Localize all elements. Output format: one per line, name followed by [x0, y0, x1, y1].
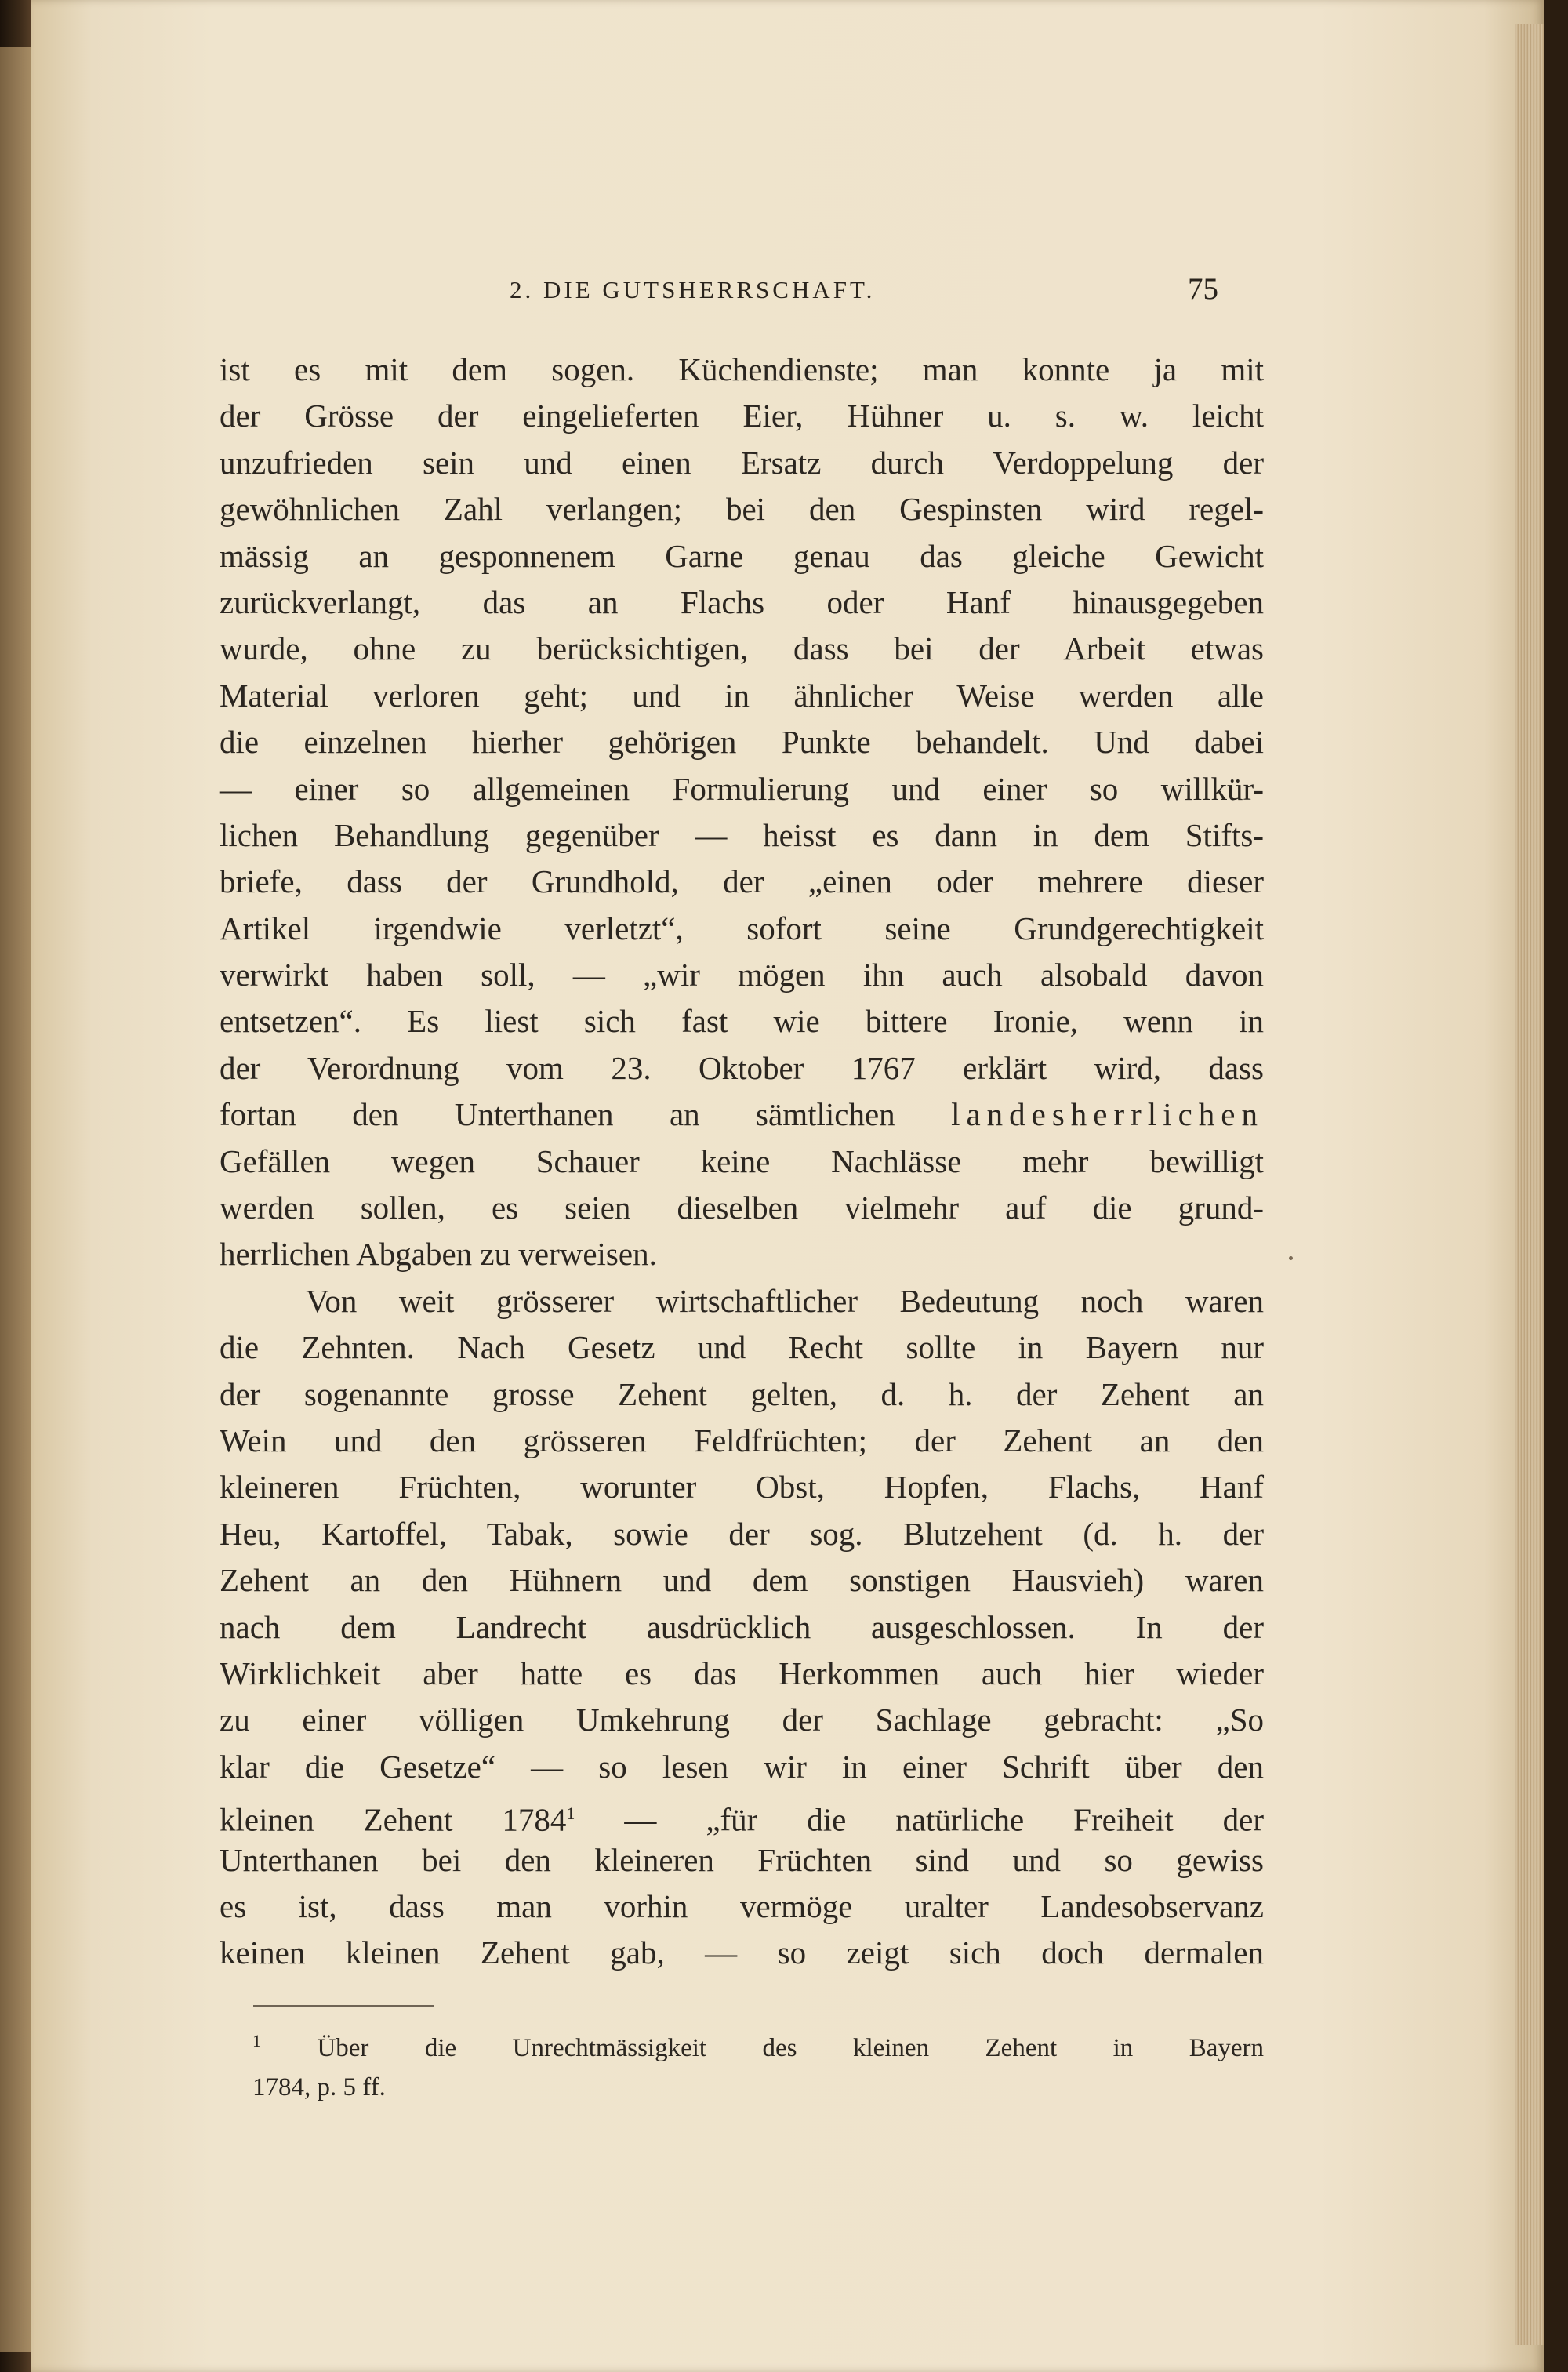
text-line: kleineren Früchten, worunter Obst, Hopfen, Flachs, Hanf	[220, 1469, 1264, 1506]
text-segment: fortan den Unterthanen an sämtlichen	[220, 1096, 895, 1133]
page-edges	[1515, 24, 1544, 2345]
paragraph-1	[220, 347, 1264, 1278]
text-line: klar die Gesetze“ — so lesen wir in einer Schrift über den	[220, 1748, 1264, 1785]
text-segment: kleinen Zehent 1784	[220, 1801, 567, 1838]
footnote-line	[252, 2021, 1264, 2068]
text-line: ist es mit dem sogen. Küchendienste; man konnte ja mit	[220, 351, 1264, 387]
text-line: Artikel irgendwie verletzt“, sofort seine Grundgerechtigkeit	[220, 910, 1264, 946]
book-page	[31, 0, 1544, 2372]
text-line: es ist, dass man vorhin vermöge uralter Landesobservanz	[220, 1887, 1264, 1924]
text-line: Zehent an den Hühnern und dem sonstigen Hausvieh) waren	[220, 1562, 1264, 1599]
footnote-line: 1784, p. 5 ff.	[252, 2073, 386, 2101]
text-line: herrlichen Abgaben zu verweisen.	[220, 1236, 657, 1273]
text-line: Gefällen wegen Schauer keine Nachlässe mehr bewilligt	[220, 1142, 1264, 1179]
text-line: Von weit grösserer wirtschaftlicher Bedeutung noch waren	[306, 1282, 1264, 1319]
text-line: gewöhnlichen Zahl verlangen; bei den Gespinsten wird regel-	[220, 491, 1264, 528]
text-line: verwirkt haben soll, — „wir mögen ihn auch alsobald davon	[220, 957, 1264, 993]
page-header	[31, 272, 1544, 323]
text-segment: — „für die natürliche Freiheit der	[575, 1801, 1265, 1838]
text-line: die einzelnen hierher gehörigen Punkte behandelt. Und dabei	[220, 724, 1264, 761]
footnote-mark: 1	[252, 2031, 261, 2051]
margin-mark	[1289, 1256, 1293, 1260]
footnote-text: Über die Unrechtmässigkeit des kleinen Zehent in Bayern	[317, 2034, 1265, 2062]
text-line: lichen Behandlung gegenüber — heisst es dann in dem Stifts-	[220, 816, 1264, 853]
text-line: Material verloren geht; und in ähnlicher Weise werden alle	[220, 677, 1264, 714]
body-text	[220, 347, 1264, 1977]
text-line: wurde, ohne zu berücksichtigen, dass bei der Arbeit etwas	[220, 630, 1264, 667]
text-line: keinen kleinen Zehent gab, — so zeigt sich doch dermalen	[220, 1934, 1264, 1971]
text-line: Wirklichkeit aber hatte es das Herkommen auch hier wieder	[220, 1655, 1264, 1691]
text-line: Wein und den grösseren Feldfrüchten; der Zehent an den	[220, 1422, 1264, 1458]
text-line: die Zehnten. Nach Gesetz und Recht sollte in Bayern nur	[220, 1329, 1264, 1366]
text-line: Unterthanen bei den kleineren Früchten sind und so gewiss	[220, 1841, 1264, 1878]
page-number: 75	[1188, 272, 1218, 306]
footnote-reference[interactable]: 1	[566, 1804, 575, 1824]
text-line: unzufrieden sein und einen Ersatz durch Verdoppelung der	[220, 444, 1264, 481]
text-line: zurückverlangt, das an Flachs oder Hanf hinausgegeben	[220, 583, 1264, 620]
text-line-with-footnote-ref	[220, 1790, 1264, 1836]
text-line: werden sollen, es seien dieselben vielmehr auf die grund-	[220, 1190, 1264, 1226]
text-line: der sogenannte grosse Zehent gelten, d. h. der Zehent an	[220, 1375, 1264, 1412]
running-title: 2. DIE GUTSHERRSCHAFT.	[510, 276, 876, 303]
text-line: — einer so allgemeinen Formulierung und einer so willkür-	[220, 770, 1264, 807]
text-line: zu einer völligen Umkehrung der Sachlage gebracht: „So	[220, 1702, 1264, 1738]
footnote	[252, 2021, 1264, 2107]
text-line: mässig an gesponnenem Garne genau das gleiche Gewicht	[220, 537, 1264, 574]
spaced-word: landesherrlichen	[951, 1096, 1264, 1133]
text-line: Heu, Kartoffel, Tabak, sowie der sog. Blutzehent (d. h. der	[220, 1515, 1264, 1552]
paragraph-2	[220, 1278, 1264, 1977]
text-line: briefe, dass der Grundhold, der „einen oder mehrere dieser	[220, 863, 1264, 900]
footnote-rule	[253, 2005, 434, 2007]
text-line: der Verordnung vom 23. Oktober 1767 erklärt wird, dass	[220, 1049, 1264, 1086]
text-line: entsetzen“. Es liest sich fast wie bittere Ironie, wenn in	[220, 1003, 1264, 1040]
text-line: der Grösse der eingelieferten Eier, Hühner u. s. w. leicht	[220, 398, 1264, 434]
text-line-with-spaced-word	[220, 1092, 1264, 1138]
text-line: nach dem Landrecht ausdrücklich ausgeschlossen. In der	[220, 1608, 1264, 1645]
